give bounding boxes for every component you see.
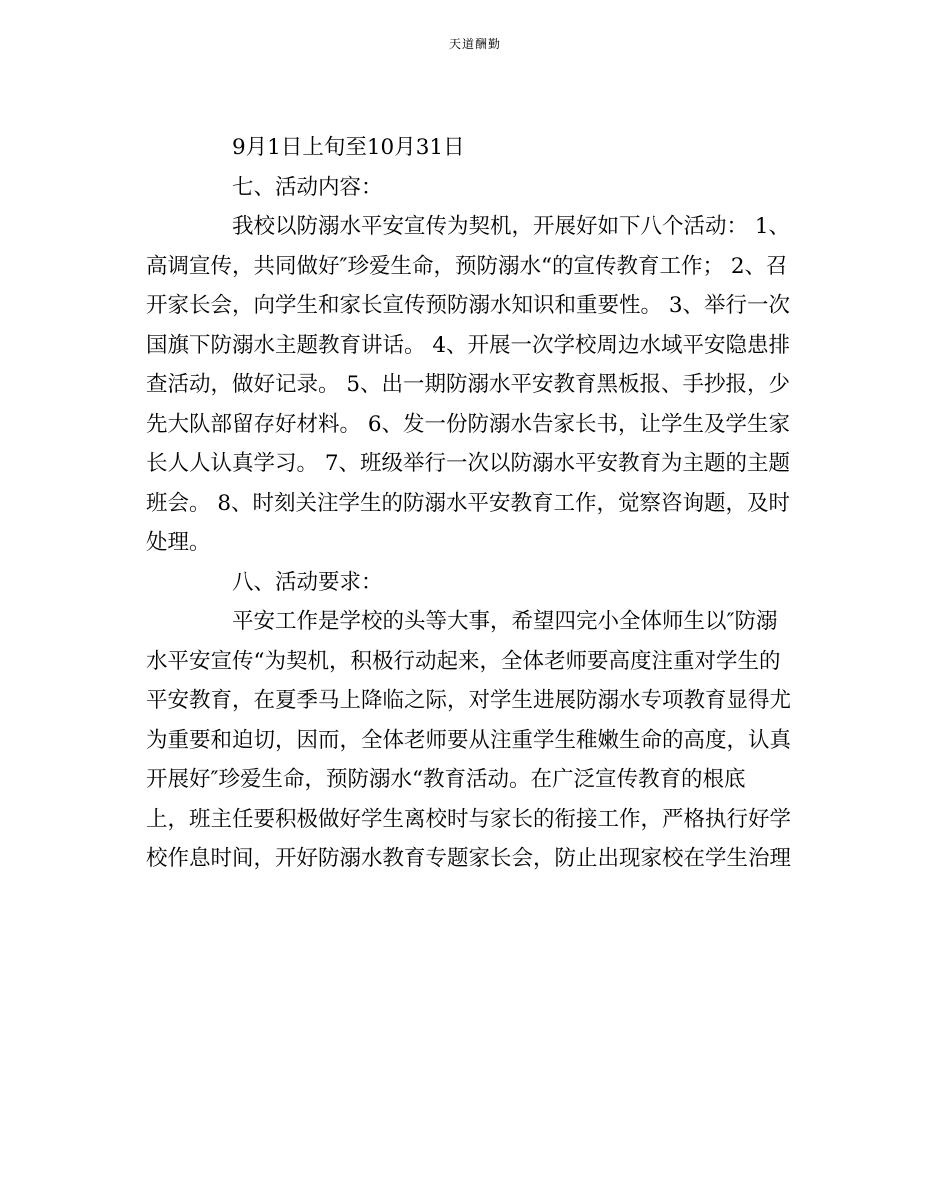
paragraph-line: 校作息时间，开好防溺水教育专题家长会，防止出现家校在学生治理 [146, 846, 792, 871]
paragraph-line: 平安工作是学校的头等大事，希望四完小全体师生以″防溺 [232, 609, 778, 634]
section-heading-activity-requirements: 八、活动要求： [232, 569, 383, 595]
document-body [146, 128, 810, 879]
page-header: 天道酬勤 [448, 37, 501, 51]
paragraph-line: 查活动，做好记录。 5、出一期防溺水平安教育黑板报、手抄报，少 [146, 372, 791, 397]
paragraph-line: 国旗下防溺水主题教育讲话。 4、开展一次学校周边水域平安隐患排 [146, 332, 791, 358]
paragraph-line: 上，班主任要积极做好学生离校时与家长的衔接工作，严格执行好学 [146, 806, 792, 832]
paragraph-line: 先大队部留存好材料。 6、发一份防溺水告家长书，让学生及学生家 [146, 411, 791, 437]
paragraph-line: 长人人认真学习。 7、班级举行一次以防溺水平安教育为主题的主题 [146, 451, 791, 476]
paragraph-line: 水平安宣传“为契机，积极行动起来，全体老师要高度注重对学生的 [146, 648, 781, 674]
paragraph-line: 高调宣传，共同做好″珍爱生命，预防溺水“的宣传教育工作； 2、召 [146, 253, 788, 279]
paragraph-line: 班会。 8、时刻关注学生的防溺水平安教育工作，觉察咨询题，及时 [146, 490, 791, 516]
paragraph-line: 平安教育，在夏季马上降临之际，对学生进展防溺水专项教育显得尤 [146, 688, 792, 713]
section-heading-activity-content: 七、活动内容： [232, 174, 383, 200]
paragraph-line: 开展好″珍爱生命，预防溺水“教育活动。在广泛宣传教育的根底 [146, 767, 746, 792]
paragraph-line: 我校以防溺水平安宣传为契机，开展好如下八个活动： 1、 [232, 214, 791, 239]
paragraph-line: 为重要和迫切，因而，全体老师要从注重学生稚嫩生命的高度，认真 [146, 727, 792, 753]
date-range-line: 9月1日上旬至10月31日 [232, 135, 465, 160]
paragraph-line: 开家长会，向学生和家长宣传预防溺水知识和重要性。 3、举行一次 [146, 293, 791, 318]
paragraph-line: 处理。 [146, 530, 211, 555]
